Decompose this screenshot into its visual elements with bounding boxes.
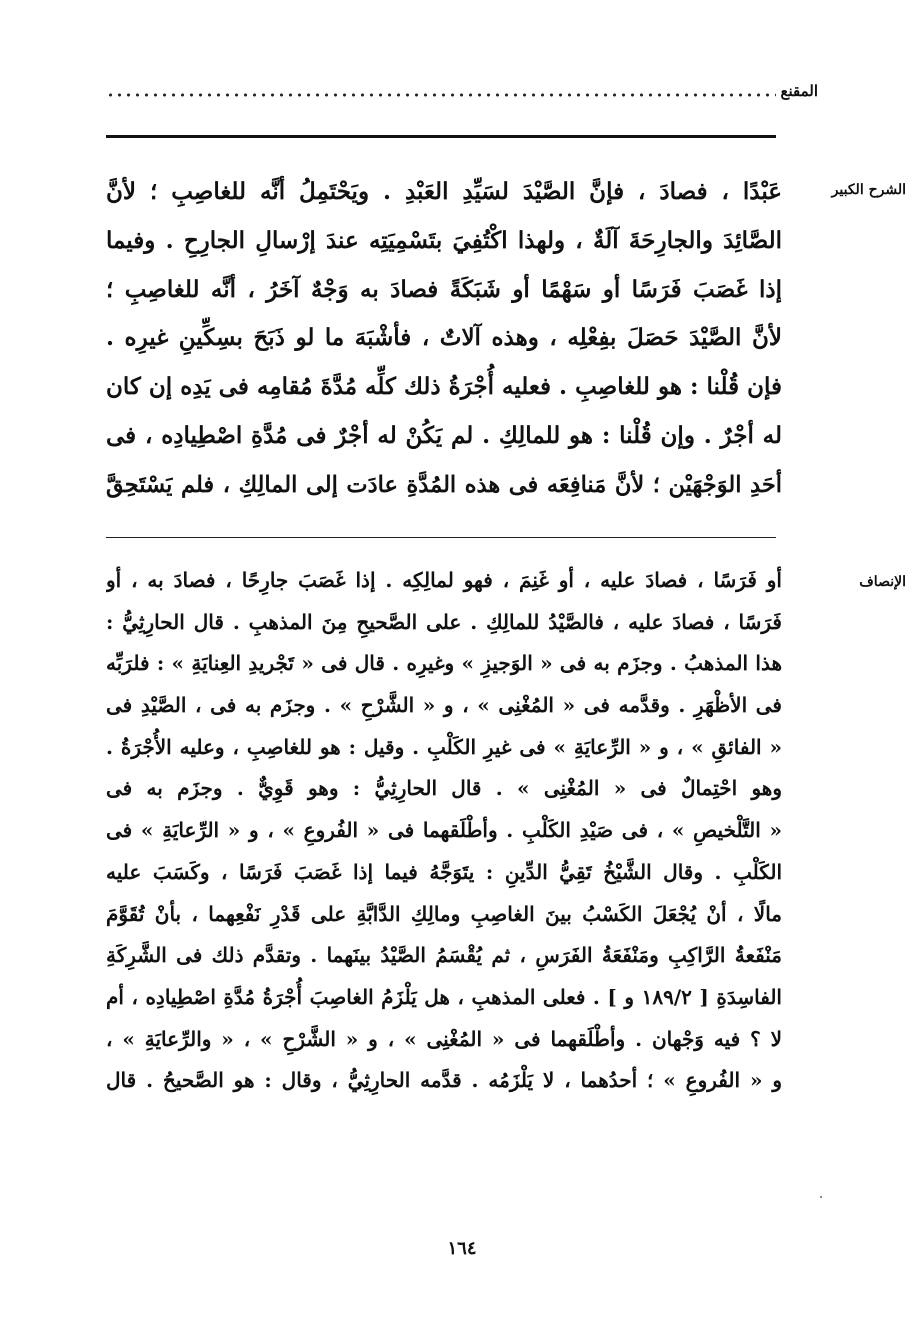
text-line: الكَلْبِ . وقال الشَّيْخُ تَقِيُّ الدِّينِ : يتَوَجَّهُ فيما إذا غَصَبَ فَرَسًا ، وكَسَبَ عليه — [106, 859, 782, 884]
dot-leader-divider — [106, 88, 776, 102]
text-line: أو فَرَسًا ، فصادَ عليه ، أو غَنِمَ ، فهو لمالِكِه . إذا غَصَبَ جارِحًا ، فصادَ به ، أو — [106, 568, 782, 592]
text-line: أحَدِ الوَجْهَيْن ؛ لأنَّ مَنافِعَه فى هذه المُدَّةِ عادَت إلى المالِكِ ، فلم يَسْتَحِقَّ — [106, 471, 782, 498]
text-line: فإن قُلْنا : هو للغاصِبِ . فعليه أُجْرَةُ ذلك كلِّه مُدَّةَ مُقامِه فى يَدِه إن كان — [106, 373, 782, 401]
section-label-sharh-kabir: الشرح الكبير — [831, 182, 906, 198]
text-line: الصَّائِدَ والجارِحَةَ آلَةٌ ، ولهذا اكْتُفِيَ بتَسْمِيَتِه عندَ إرْسالِ الجارِحِ . وفيما — [106, 226, 782, 254]
text-line: الفاسِدَةِ [ ١٨٩/٢ و ] . فعلى المذهبِ ، هل يَلْزَمُ الغاصِبَ أُجْرَةُ مُدَّةِ اصْطِيادِه ، أم — [106, 984, 782, 1009]
section-divider-rule — [106, 537, 776, 538]
text-line: عَبْدًا ، فصادَ ، فإنَّ الصَّيْدَ لسَيِّدِ العَبْدِ . ويَحْتَمِلُ أنَّه للغاصِبِ ؛ لأنَّ — [106, 178, 782, 205]
text-line: إذا غَصَبَ فَرَسًا أو سَهْمًا أو شَبَكَةً فصادَ به وَجْهٌ آخَرُ ، أنَّه للغاصِبِ ؛ — [106, 275, 782, 303]
text-line: و « الفُروعِ » ؛ أحدُهما ، لا يَلْزَمُه . قدَّمه الحارِثِيُّ ، وقال : هو الصَّحيحُ . قال — [106, 1068, 782, 1093]
text-line: وهو احْتِمالٌ فى « المُغْنِى » . قال الحارِثِيُّ : وهو قَوِيٌّ . وجزَم به فى — [106, 776, 782, 801]
insaf-text — [106, 560, 782, 1102]
text-line: فَرَسًا ، فصادَ عليه ، فالصَّيْدُ للمالِكِ . على الصَّحيحِ مِنَ المذهبِ . قال الحارِثِيُّ : — [106, 609, 782, 634]
section-label-insaf: الإنصاف — [859, 574, 906, 590]
text-line: مالًا ، أنْ يُجْعَلَ الكَسْبُ بينَ الغاصِبِ ومالِكِ الدَّابَّةِ على قَدْرِ نَفْعِهما ، بأنْ تُقَوَّمَ — [106, 901, 782, 926]
text-line: له أجْرٌ . وإن قُلْنا : هو للمالِكِ . لم يَكُنْ له أجْرٌ فى مُدَّةِ اصْطِيادِه ، فى — [106, 421, 782, 449]
header-rule — [106, 135, 776, 138]
text-line: هذا المذهبُ . وجزَم به فى « الوَجيزِ » وغيرِه . قال فى « تَجْريدِ العِنايَةِ » : فلرَبِّه — [106, 651, 782, 676]
text-line: مَنْفَعةُ الرَّاكِبِ ومَنْفَعَةُ الفَرَسِ ، ثم يُقْسَمُ الصَّيْدُ بينَهما . وتقدَّم ذلك فى الشَّرِكَةِ — [106, 943, 782, 968]
text-line: لأنَّ الصَّيْدَ حَصَلَ بفِعْلِه ، وهذه آلاتٌ ، فأشْبَهَ ما لو ذَبَحَ بسِكِّينِ غيرِه . — [106, 324, 782, 352]
running-title: المقنع — [780, 82, 818, 100]
text-line: « الفائقِ » ، و « الرِّعايَةِ » فى غيرِ الكَلْبِ . وقيل : هو للغاصِبِ ، وعليه الأُجْرَةُ . — [106, 734, 782, 759]
text-line: لا ؟ فيه وَجْهان . وأطْلَقهما فى « المُغْنِى » ، و « الشَّرْحِ » ، « والرِّعايَةِ » ، — [106, 1026, 782, 1051]
text-line: « التَّلْخيصِ » ، فى صَيْدِ الكَلْبِ . وأطْلَقهما فى « الفُروعِ » ، و « الرِّعايَةِ » فى — [106, 818, 782, 843]
sharh-kabir-text — [106, 168, 782, 510]
text-line: فى الأظْهَرِ . وقدَّمه فى « المُغْنِى » ، و « الشَّرْحِ » . وجزَم به فى ، الصَّيْدِ فى — [106, 693, 782, 718]
scan-speck — [820, 1196, 822, 1198]
page-number: ١٦٤ — [447, 1238, 477, 1259]
